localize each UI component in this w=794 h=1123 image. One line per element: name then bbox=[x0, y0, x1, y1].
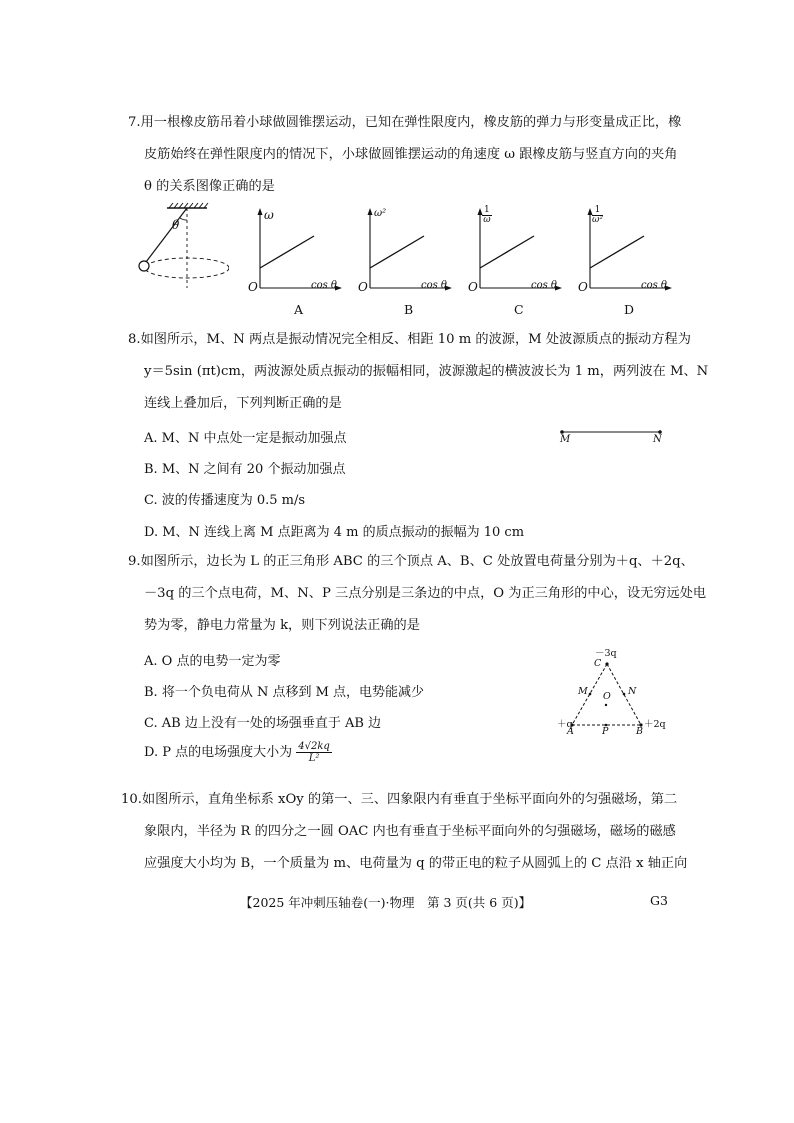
q9-option-d bbox=[144, 741, 332, 764]
graph-b-xlabel: cos θ bbox=[421, 280, 447, 291]
question-9 bbox=[128, 546, 707, 642]
page-footer: 【2025 年冲刺压轴卷(一)·物理 第 3 页(共 6 页)】 bbox=[240, 895, 532, 910]
graph-d-xlabel: cos θ bbox=[641, 280, 667, 291]
theta-label: θ bbox=[172, 218, 180, 232]
midpoint-m-label: M bbox=[578, 686, 588, 697]
graph-c-origin: O bbox=[468, 280, 478, 294]
q7-line-2: 皮筋始终在弹性限度内的情况下，小球做圆锥摆运动的角速度 ω 跟橡皮筋与竖直方向的夹角 bbox=[144, 147, 678, 162]
vertex-a-label: A bbox=[567, 726, 574, 737]
graph-d-ylabel bbox=[592, 206, 603, 225]
q9-option-d-fraction bbox=[296, 741, 332, 764]
q9-line-3: 势为零，静电力常量为 k，则下列说法正确的是 bbox=[144, 618, 420, 633]
charge-b-label: ＋2q bbox=[644, 719, 666, 730]
vertex-b-label: B bbox=[636, 726, 643, 737]
q10-line-2: 象限内，半径为 R 的四分之一圆 OAC 内也有垂直于坐标平面向外的匀强磁场，磁场的磁感 bbox=[144, 824, 676, 839]
q10-line-1: 10.如图所示，直角坐标系 xOy 的第一、三、四象限内有垂直于坐标平面向外的匀强磁场，第二 bbox=[121, 792, 678, 807]
q8-option-d: D. M、N 连线上离 M 点距离为 4 m 的质点振动的振幅为 10 cm bbox=[144, 525, 525, 540]
graph-a-letter: A bbox=[294, 302, 304, 317]
graph-c-ylabel-den: ω bbox=[483, 215, 491, 225]
q9-line-2: －3q 的三个点电荷，M、N、P 三点分别是三条边的中点，O 为正三角形的中心，设无穷远处电 bbox=[144, 586, 707, 601]
question-10 bbox=[121, 784, 688, 880]
graph-b-ylabel: ω² bbox=[374, 208, 387, 219]
q8-line-3: 连线上叠加后，下列判断正确的是 bbox=[144, 396, 342, 411]
graph-c bbox=[464, 205, 564, 317]
graph-d-ylabel-num: 1 bbox=[592, 206, 603, 216]
graph-b-origin: O bbox=[358, 280, 368, 294]
graph-c-ylabel bbox=[482, 206, 492, 225]
q10-line-3: 应强度大小均为 B，一个质量为 m、电荷量为 q 的带正电的粒子从圆弧上的 C 点沿 x 轴正向 bbox=[144, 856, 688, 871]
graph-c-ylabel-num: 1 bbox=[484, 205, 490, 215]
midpoint-n-label: N bbox=[628, 686, 637, 697]
center-o-label: O bbox=[603, 691, 611, 702]
midpoint-p-label: P bbox=[602, 726, 609, 737]
question-8 bbox=[128, 324, 709, 420]
graph-a-ylabel: ω bbox=[264, 208, 274, 222]
graph-a bbox=[244, 206, 344, 317]
charge-c-label: －3q bbox=[595, 648, 617, 659]
q7-line-1: 7.用一根橡皮筋吊着小球做圆锥摆运动，已知在弹性限度内，橡皮筋的弹力与形变量成正比，橡 bbox=[128, 115, 682, 130]
q8-option-a: A. M、N 中点处一定是振动加强点 bbox=[144, 431, 347, 446]
question-7 bbox=[128, 107, 682, 203]
graph-a-origin: O bbox=[248, 280, 258, 294]
point-m-label: M bbox=[560, 434, 571, 445]
q8-line-1: 8.如图所示，M、N 两点是振动情况完全相反、相距 10 m 的波源，M 处波源质点的振动方程为 bbox=[128, 332, 691, 347]
q7-line-3: θ 的关系图像正确的是 bbox=[144, 179, 275, 194]
triangle-figure bbox=[554, 646, 666, 742]
point-n-label: N bbox=[653, 434, 662, 445]
q9-option-d-text: D. P 点的电场强度大小为 bbox=[144, 745, 293, 760]
graph-c-letter: C bbox=[514, 302, 524, 317]
graph-c-xlabel: cos θ bbox=[531, 280, 557, 291]
graph-d-ylabel-den: ω² bbox=[592, 215, 603, 225]
q8-option-c: C. 波的传播速度为 0.5 m/s bbox=[144, 493, 306, 508]
mn-line-figure bbox=[556, 426, 668, 450]
graph-d bbox=[574, 205, 674, 317]
conical-pendulum-figure bbox=[133, 202, 229, 294]
vertex-c-label: C bbox=[594, 658, 602, 669]
charge-a-label: ＋q bbox=[557, 719, 573, 730]
q9-line-1: 9.如图所示，边长为 L 的正三角形 ABC 的三个顶点 A、B、C 处放置电荷量分别为＋q、＋2q、 bbox=[128, 554, 694, 569]
q9-option-a: A. O 点的电势一定为零 bbox=[144, 654, 281, 669]
graph-d-origin: O bbox=[578, 280, 588, 294]
graph-d-letter: D bbox=[624, 302, 635, 317]
graph-b bbox=[354, 206, 454, 317]
paper-code: G3 bbox=[650, 893, 668, 908]
graph-b-letter: B bbox=[404, 302, 414, 317]
graph-a-xlabel: cos θ bbox=[311, 280, 337, 291]
q8-option-b: B. M、N 之间有 20 个振动加强点 bbox=[144, 462, 346, 477]
q9-option-d-den: L² bbox=[308, 753, 320, 764]
q9-option-d-num: 4√2kq bbox=[298, 741, 330, 752]
q8-line-2: y＝5sin (πt)cm，两波源处质点振动的振幅相同，波源激起的横波波长为 1 m，两列波在 M、N bbox=[144, 364, 709, 379]
q9-option-c: C. AB 边上没有一处的场强垂直于 AB 边 bbox=[144, 716, 382, 731]
q9-option-b: B. 将一个负电荷从 N 点移到 M 点，电势能减少 bbox=[144, 685, 425, 700]
